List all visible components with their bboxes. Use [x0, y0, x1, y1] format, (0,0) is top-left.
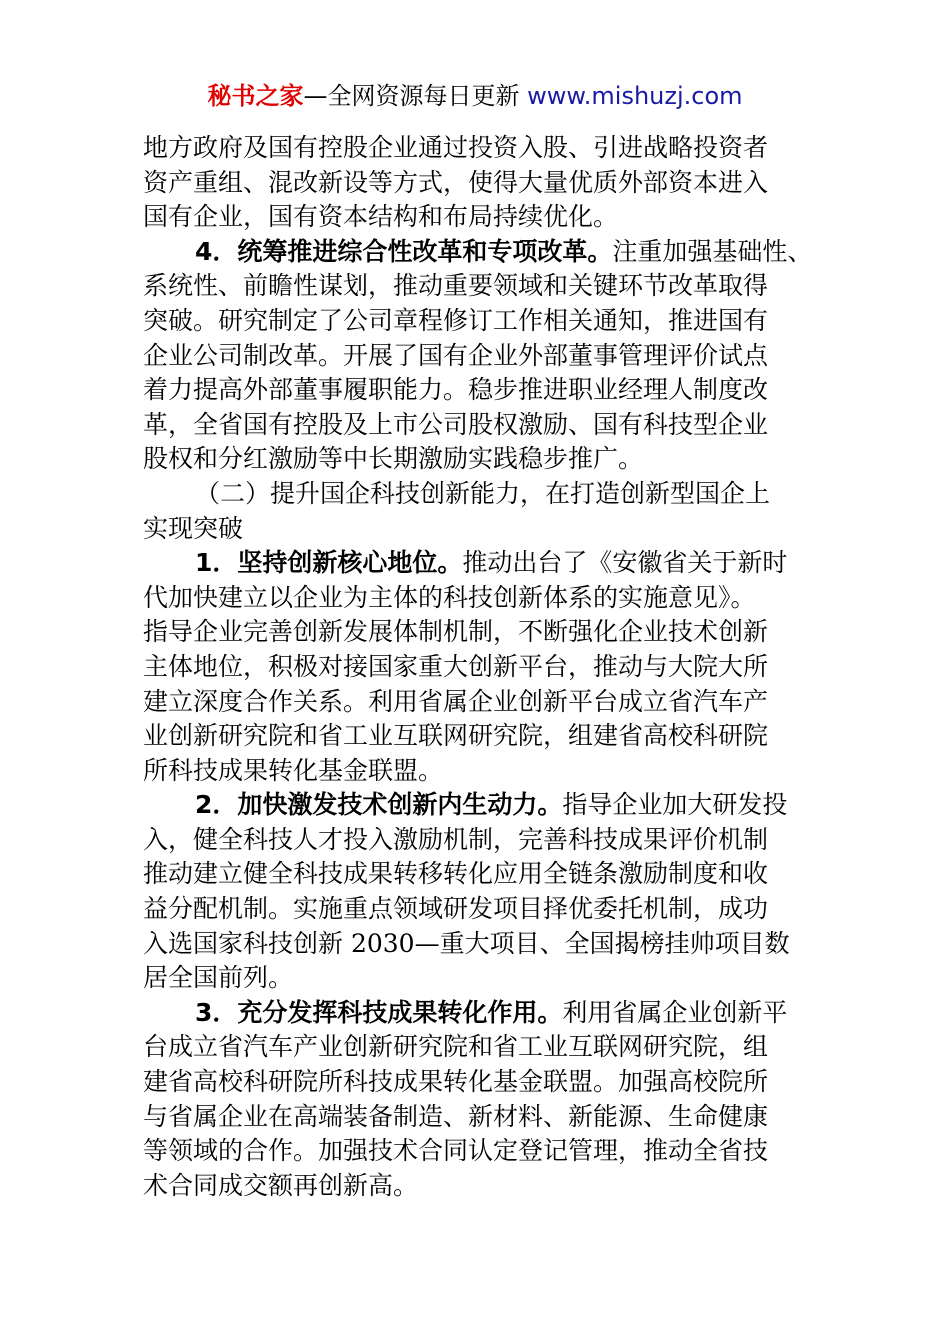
- text-run: 利用省属企业创新平: [562, 997, 788, 1027]
- project-number: 2030—: [343, 928, 440, 958]
- text-run: 重大项目、全国揭榜挂帅项目数: [439, 928, 790, 958]
- text-line: 资产重组、混改新设等方式，使得大量优质外部资本进入: [143, 167, 769, 197]
- text-line: 革，全省国有控股及上市公司股权激励、国有科技型企业: [143, 409, 769, 439]
- site-url-link[interactable]: www.mishuzj.com: [527, 82, 743, 110]
- text-line: 术合同成交额再创新高。: [143, 1170, 419, 1200]
- paragraph-first-line: [143, 546, 833, 581]
- text-line: 与省属企业在高端装备制造、新材料、新能源、生命健康: [143, 1101, 769, 1131]
- text-line: 业创新研究院和省工业互联网研究院，组建省高校科研院: [143, 721, 769, 751]
- item-heading: 1．坚持创新核心地位。: [195, 548, 463, 578]
- text-line: 主体地位，积极对接国家重大创新平台，推动与大院大所: [143, 651, 769, 681]
- text-run: 注重加强基础性、: [612, 236, 813, 266]
- text-line: 代加快建立以企业为主体的科技创新体系的实施意见》。: [143, 582, 756, 612]
- brand-name: 秘书之家: [207, 82, 304, 110]
- page-header: [0, 78, 950, 114]
- paragraph-first-line: [143, 996, 833, 1031]
- text-run: 指导企业加大研发投: [562, 790, 788, 820]
- document-body: [143, 131, 833, 1203]
- text-line: 所科技成果转化基金联盟。: [143, 755, 444, 785]
- text-line: 系统性、前瞻性谋划，推动重要领域和关键环节改革取得: [143, 271, 769, 301]
- text-line: 着力提高外部董事履职能力。稳步推进职业经理人制度改: [143, 375, 769, 405]
- text-run: 推动出台了《安徽省关于新时: [462, 548, 788, 578]
- paragraph-first-line: [143, 788, 833, 823]
- text-line: [143, 927, 833, 962]
- text-line: 地方政府及国有控股企业通过投资入股、引进战略投资者: [143, 133, 769, 162]
- text-line: 企业公司制改革。开展了国有企业外部董事管理评价试点: [143, 340, 769, 370]
- text-line: 推动建立健全科技成果转移转化应用全链条激励制度和收: [143, 859, 769, 889]
- text-line: 等领域的合作。加强技术合同认定登记管理，推动全省技: [143, 1136, 769, 1166]
- text-line: 益分配机制。实施重点领域研发项目择优委托机制，成功: [143, 894, 769, 924]
- text-line: 指导企业完善创新发展体制机制，不断强化企业技术创新: [143, 617, 769, 647]
- text-line: 台成立省汽车产业创新研究院和省工业互联网研究院，组: [143, 1032, 769, 1062]
- item-heading: 3．充分发挥科技成果转化作用。: [195, 997, 563, 1027]
- section-title: （二）提升国企科技创新能力，在打造创新型国企上: [195, 478, 771, 508]
- text-line: 建立深度合作关系。利用省属企业创新平台成立省汽车产: [143, 686, 769, 716]
- text-line: 突破。研究制定了公司章程修订工作相关通知，推进国有: [143, 305, 769, 335]
- item-heading: 4．统筹推进综合性改革和专项改革。: [195, 236, 613, 266]
- header-slogan: —全网资源每日更新: [303, 82, 520, 110]
- text-line: 入，健全科技人才投入激励机制，完善科技成果评价机制: [143, 824, 769, 854]
- text-line: 居全国前列。: [143, 963, 294, 993]
- paragraph-first-line: [143, 235, 833, 270]
- text-line: 股权和分红激励等中长期激励实践稳步推广。: [143, 444, 644, 474]
- item-heading: 2．加快激发技术创新内生动力。: [195, 790, 563, 820]
- section-title-cont: 实现突破: [143, 513, 244, 543]
- text-run: 入选国家科技创新: [143, 928, 344, 958]
- text-line: 建省高校科研院所科技成果转化基金联盟。加强高校院所: [143, 1067, 769, 1097]
- text-line: 国有企业，国有资本结构和布局持续优化。: [143, 202, 619, 232]
